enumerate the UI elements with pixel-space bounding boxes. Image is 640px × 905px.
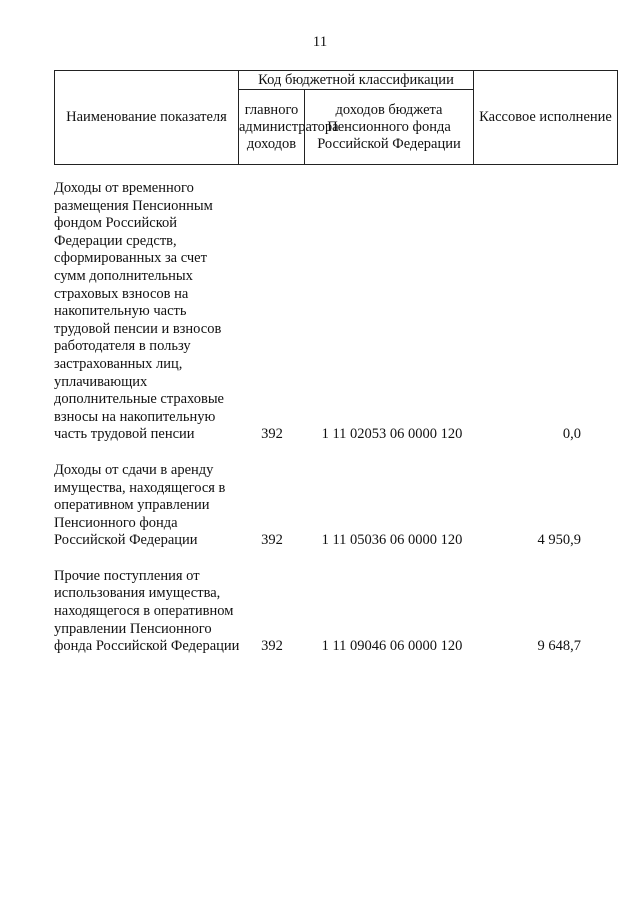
row-name: Прочие поступления от использования имущества, находящегося в оперативном управлении Пенсионного фонда Российской Федерации <box>54 567 240 655</box>
row-revenue-code: 1 11 05036 06 0000 120 <box>321 532 463 549</box>
row-admin-code: 392 <box>261 638 283 655</box>
row-admin-code: 392 <box>261 532 283 549</box>
row-name: Доходы от временного размещения Пенсионным фондом Российской Федерации средств, сформированных за счет сумм дополнительных страховых взносов на накопительную часть трудовой пенсии и взносов работодателя в пользу застрахованных лиц, уплачивающих дополнительные страховые взносы на накопительную часть трудовой пенсии <box>54 180 224 443</box>
row-execution-value: 9 648,7 <box>537 638 581 655</box>
page-number: 11 <box>312 34 328 50</box>
header-revenue-code-column: доходов бюджета Пенсионного фонда Российской Федерации <box>305 90 474 165</box>
header-group-title: Код бюджетной классификации <box>239 71 474 90</box>
table-row <box>54 180 617 444</box>
header-admin-column: главного администратора доходов <box>239 90 305 165</box>
row-admin-code: 392 <box>261 426 283 443</box>
row-revenue-code: 1 11 02053 06 0000 120 <box>321 426 463 443</box>
table-body <box>54 180 617 674</box>
table-header <box>54 70 618 165</box>
header-name-column: Наименование показателя <box>55 71 239 165</box>
row-execution-value: 0,0 <box>562 426 581 443</box>
table-row <box>54 568 617 656</box>
row-revenue-code: 1 11 09046 06 0000 120 <box>321 638 463 655</box>
row-name: Доходы от сдачи в аренду имущества, находящегося в оперативном управлении Пенсионного фонда Российской Федерации <box>54 461 226 549</box>
header-execution-column: Кассовое исполнение <box>474 71 618 165</box>
table-row <box>54 462 617 550</box>
row-execution-value: 4 950,9 <box>537 532 581 549</box>
